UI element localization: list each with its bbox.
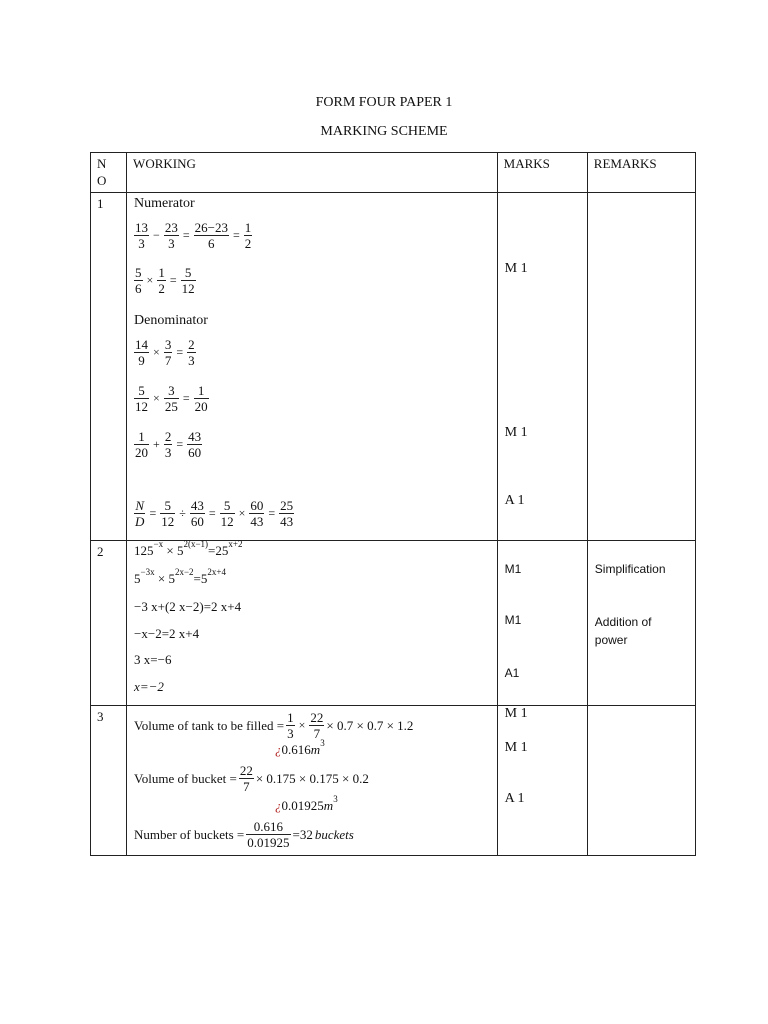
mark: M 1 (504, 261, 528, 276)
mark: M 1 (504, 740, 528, 755)
equation: $\frac{5}{6}$ × $\frac{1}{2}$ = $\frac{5}{12}$ (135, 265, 195, 296)
equation: $\frac{14}{9}$ × $\frac{3}{7}$ = $\frac{2}{3}$ (135, 337, 195, 368)
remarks-cell (587, 541, 695, 706)
equation: $\frac{5}{12}$ × $\frac{3}{25}$ = $\frac{1}{20}$ (135, 383, 208, 414)
marks-cell (497, 193, 587, 541)
mark: A1 (504, 666, 520, 680)
equation: $5^{-3x} \times 5^{2x-2}=5^{2x+4}$ (134, 567, 226, 586)
question-number: 2 (91, 541, 127, 706)
equation: −x−2=2 x+4 (134, 626, 200, 641)
equation: $\frac{13}{3}$ − $\frac{23}{3}$ = $\frac{26-23}{6}$ = $\frac{1}{2}$ (135, 220, 252, 251)
equation: Number of buckets = $\frac{0.616}{0.01925}$ =32 buckets (134, 819, 354, 850)
equation: 3 x=−6 (134, 652, 172, 667)
remark: Simplification (594, 562, 666, 576)
mark: M1 (504, 562, 522, 576)
question-3-row (91, 706, 696, 856)
header-marks: MARKS (497, 153, 587, 193)
result: ¿$0.616m^3$ (275, 738, 325, 757)
marking-scheme-table (90, 152, 696, 856)
equation: $125^{-x} \times 5^{2(x-1)}=25^{x+2}$ (134, 539, 243, 558)
page-title: FORM FOUR PAPER 1 (315, 95, 453, 110)
numerator-label: Numerator (134, 196, 195, 211)
equation: Volume of bucket = $\frac{22}{7}$ × 0.175 × 0.175 × 0.2 (134, 763, 369, 794)
marks-cell (497, 706, 587, 856)
working-cell (127, 541, 498, 706)
equation: −3 x+(2 x−2)=2 x+4 (134, 599, 242, 614)
mark: M 1 (504, 706, 528, 721)
mark: A 1 (504, 493, 525, 508)
mark: A 1 (504, 791, 525, 806)
question-number: 1 (91, 193, 127, 541)
mark: M 1 (504, 425, 528, 440)
working-cell (127, 193, 498, 541)
equation: $\frac{1}{20}$ + $\frac{2}{3}$ = $\frac{43}{60}$ (135, 429, 202, 460)
mark: M1 (504, 613, 522, 627)
header-working: WORKING (127, 153, 498, 193)
result: ¿$0.01925m^3$ (275, 794, 338, 813)
header-row (91, 153, 696, 193)
remarks-cell (587, 193, 695, 541)
remark: Addition of power (594, 615, 652, 647)
header-no: N O (91, 153, 127, 193)
header-remarks: REMARKS (587, 153, 695, 193)
equation: $\frac{N}{D}$ = $\frac{5}{12}$ ÷ $\frac{43}{60}$ = $\frac{5}{12}$ × $\frac{60}{43}$ = $\frac{25}{43}$ (135, 498, 294, 529)
question-number: 3 (91, 706, 127, 856)
remarks-cell (587, 706, 695, 856)
equation: Volume of tank to be filled = $\frac{1}{3}$ × $\frac{22}{7}$ × 0.7 × 0.7 × 1.2 (134, 710, 414, 741)
question-2-row (91, 541, 696, 706)
marks-cell (497, 541, 587, 706)
equation: x=−2 (134, 679, 164, 694)
question-1-row (91, 193, 696, 541)
page-subtitle: MARKING SCHEME (320, 124, 448, 139)
denominator-label: Denominator (134, 313, 208, 328)
working-cell (127, 706, 498, 856)
